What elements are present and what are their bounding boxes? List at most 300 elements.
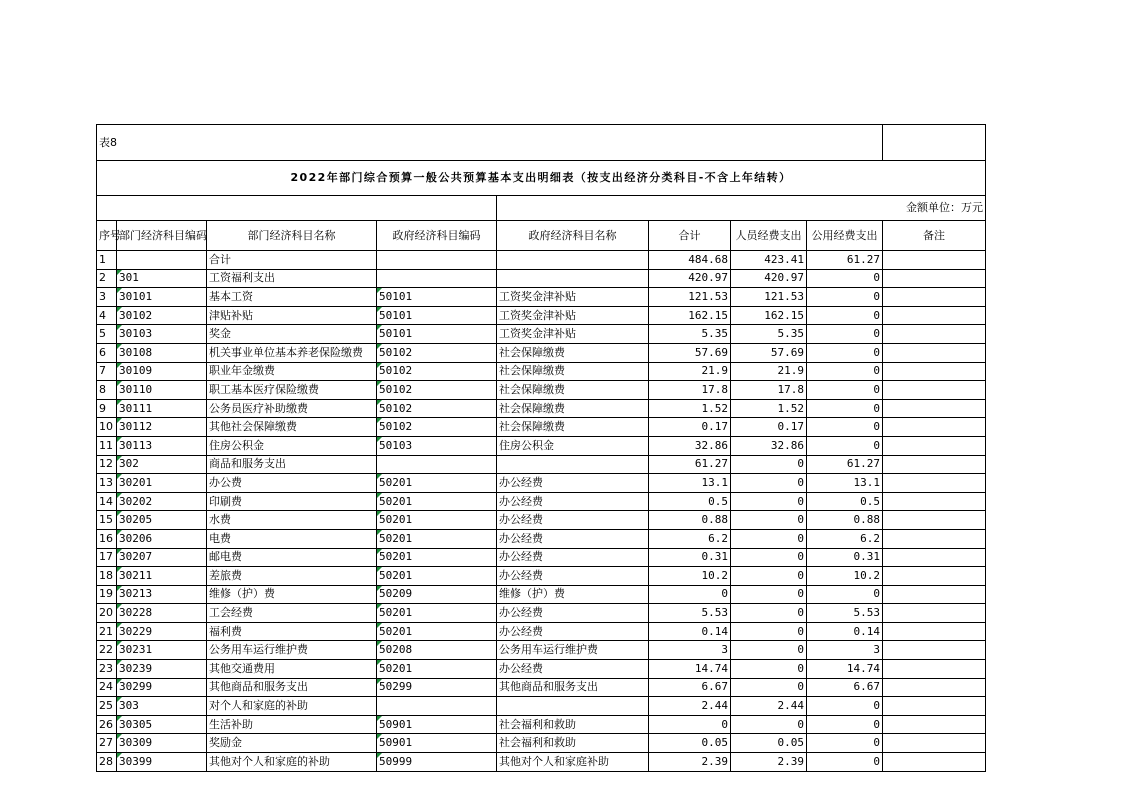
cell-note: [883, 436, 986, 455]
cell-dept-name: 商品和服务支出: [207, 455, 377, 474]
cell-dept-name: 印刷费: [207, 492, 377, 511]
cell-personnel: 57.69: [731, 343, 807, 362]
cell-gov-name: 办公经费: [497, 660, 649, 679]
table-row: [97, 306, 986, 325]
cell-public: 10.2: [807, 567, 883, 586]
table-row: [97, 436, 986, 455]
cell-gov-name: 社会福利和救助: [497, 734, 649, 753]
cell-seq: 4: [97, 306, 117, 325]
cell-note: [883, 362, 986, 381]
cell-personnel: 0: [731, 641, 807, 660]
cell-personnel: 2.39: [731, 753, 807, 772]
cell-gov-code: 50201: [377, 474, 497, 493]
cell-dept-name: 生活补助: [207, 715, 377, 734]
cell-personnel: 0: [731, 678, 807, 697]
cell-note: [883, 734, 986, 753]
cell-dept-name: 职业年金缴费: [207, 362, 377, 381]
cell-public: 0: [807, 715, 883, 734]
cell-dept-code: 30229: [117, 622, 207, 641]
cell-dept-code: 303: [117, 697, 207, 716]
cell-gov-code: 50201: [377, 660, 497, 679]
cell-seq: 14: [97, 492, 117, 511]
table-row: [97, 660, 986, 679]
cell-gov-name: 办公经费: [497, 511, 649, 530]
cell-total: 2.44: [649, 697, 731, 716]
cell-public: 0: [807, 734, 883, 753]
amount-unit: 金额单位：万元: [497, 196, 986, 221]
cell-gov-name: 办公经费: [497, 604, 649, 623]
cell-gov-name: 社会保障缴费: [497, 399, 649, 418]
cell-dept-code: 30231: [117, 641, 207, 660]
cell-gov-code: [377, 269, 497, 288]
cell-seq: 2: [97, 269, 117, 288]
cell-gov-name: 工资奖金津补贴: [497, 288, 649, 307]
table-row: [97, 343, 986, 362]
cell-seq: 25: [97, 697, 117, 716]
cell-gov-code: 50208: [377, 641, 497, 660]
cell-dept-name: 工资福利支出: [207, 269, 377, 288]
cell-note: [883, 474, 986, 493]
cell-note: [883, 492, 986, 511]
cell-dept-code: 30103: [117, 325, 207, 344]
cell-gov-code: 50201: [377, 567, 497, 586]
cell-dept-code: 30110: [117, 381, 207, 400]
cell-personnel: 420.97: [731, 269, 807, 288]
cell-public: 0: [807, 343, 883, 362]
header-gov-name: 政府经济科目名称: [497, 221, 649, 251]
cell-total: 420.97: [649, 269, 731, 288]
cell-personnel: 0: [731, 715, 807, 734]
cell-total: 61.27: [649, 455, 731, 474]
table-row: [97, 288, 986, 307]
cell-note: [883, 567, 986, 586]
cell-public: 0: [807, 381, 883, 400]
cell-note: [883, 288, 986, 307]
cell-dept-name: 奖金: [207, 325, 377, 344]
cell-personnel: 0.17: [731, 418, 807, 437]
cell-gov-name: 社会保障缴费: [497, 343, 649, 362]
page-title: 2022年部门综合预算一般公共预算基本支出明细表（按支出经济分类科目-不含上年结转）: [97, 161, 986, 196]
cell-gov-name: 社会保障缴费: [497, 381, 649, 400]
cell-note: [883, 585, 986, 604]
cell-gov-name: 社会保障缴费: [497, 418, 649, 437]
cell-dept-code: 30299: [117, 678, 207, 697]
cell-dept-name: 福利费: [207, 622, 377, 641]
table-number: 表8: [97, 125, 883, 161]
cell-gov-name: [497, 251, 649, 270]
cell-gov-code: 50102: [377, 362, 497, 381]
cell-dept-name: 奖励金: [207, 734, 377, 753]
cell-total: 0: [649, 585, 731, 604]
cell-dept-name: 其他社会保障缴费: [207, 418, 377, 437]
cell-dept-name: 邮电费: [207, 548, 377, 567]
cell-gov-code: 50201: [377, 622, 497, 641]
cell-dept-name: 其他对个人和家庭的补助: [207, 753, 377, 772]
cell-dept-code: 302: [117, 455, 207, 474]
cell-seq: 1: [97, 251, 117, 270]
cell-total: 0: [649, 715, 731, 734]
table-row: [97, 734, 986, 753]
cell-gov-name: [497, 697, 649, 716]
cell-total: 0.88: [649, 511, 731, 530]
cell-note: [883, 548, 986, 567]
cell-note: [883, 604, 986, 623]
cell-gov-name: 工资奖金津补贴: [497, 325, 649, 344]
cell-public: 6.67: [807, 678, 883, 697]
cell-public: 0.88: [807, 511, 883, 530]
cell-personnel: 0: [731, 548, 807, 567]
cell-seq: 23: [97, 660, 117, 679]
cell-public: 61.27: [807, 251, 883, 270]
cell-public: 0: [807, 306, 883, 325]
cell-dept-name: 电费: [207, 529, 377, 548]
cell-note: [883, 511, 986, 530]
cell-gov-name: 社会福利和救助: [497, 715, 649, 734]
cell-dept-name: 对个人和家庭的补助: [207, 697, 377, 716]
cell-note: [883, 641, 986, 660]
cell-seq: 28: [97, 753, 117, 772]
cell-total: 5.35: [649, 325, 731, 344]
cell-personnel: 0: [731, 585, 807, 604]
cell-gov-code: 50201: [377, 511, 497, 530]
cell-note: [883, 753, 986, 772]
table-number-row: [97, 125, 986, 161]
header-dept-name: 部门经济科目名称: [207, 221, 377, 251]
cell-dept-code: 30305: [117, 715, 207, 734]
cell-total: 21.9: [649, 362, 731, 381]
table-row: [97, 325, 986, 344]
cell-gov-code: 50201: [377, 492, 497, 511]
cell-public: 3: [807, 641, 883, 660]
cell-note: [883, 697, 986, 716]
cell-dept-name: 办公费: [207, 474, 377, 493]
cell-public: 0: [807, 436, 883, 455]
cell-personnel: 17.8: [731, 381, 807, 400]
cell-dept-code: 30399: [117, 753, 207, 772]
cell-personnel: 423.41: [731, 251, 807, 270]
cell-total: 0.05: [649, 734, 731, 753]
table-row: [97, 511, 986, 530]
cell-total: 0.5: [649, 492, 731, 511]
cell-seq: 27: [97, 734, 117, 753]
cell-gov-code: [377, 455, 497, 474]
table-row: [97, 269, 986, 288]
cell-seq: 9: [97, 399, 117, 418]
cell-dept-code: 30239: [117, 660, 207, 679]
header-public: 公用经费支出: [807, 221, 883, 251]
table-row: [97, 455, 986, 474]
cell-gov-code: 50209: [377, 585, 497, 604]
cell-personnel: 0: [731, 474, 807, 493]
cell-gov-code: 50201: [377, 604, 497, 623]
header-note: 备注: [883, 221, 986, 251]
cell-personnel: 2.44: [731, 697, 807, 716]
cell-gov-code: 50101: [377, 325, 497, 344]
cell-gov-code: 50102: [377, 418, 497, 437]
table-row: [97, 622, 986, 641]
cell-gov-name: 其他商品和服务支出: [497, 678, 649, 697]
cell-gov-name: 住房公积金: [497, 436, 649, 455]
cell-dept-code: 30111: [117, 399, 207, 418]
cell-dept-code: 30112: [117, 418, 207, 437]
cell-personnel: 0: [731, 567, 807, 586]
cell-gov-name: 办公经费: [497, 529, 649, 548]
cell-dept-name: 公务员医疗补助缴费: [207, 399, 377, 418]
table-row: [97, 529, 986, 548]
cell-seq: 24: [97, 678, 117, 697]
cell-total: 17.8: [649, 381, 731, 400]
cell-public: 61.27: [807, 455, 883, 474]
cell-note: [883, 325, 986, 344]
cell-dept-code: 30102: [117, 306, 207, 325]
cell-personnel: 162.15: [731, 306, 807, 325]
cell-total: 121.53: [649, 288, 731, 307]
cell-seq: 16: [97, 529, 117, 548]
cell-gov-code: 50102: [377, 399, 497, 418]
cell-dept-code: 30205: [117, 511, 207, 530]
cell-public: 0: [807, 418, 883, 437]
header-total: 合计: [649, 221, 731, 251]
table-row: [97, 697, 986, 716]
cell-gov-name: 其他对个人和家庭补助: [497, 753, 649, 772]
table-row: [97, 567, 986, 586]
cell-seq: 20: [97, 604, 117, 623]
table-row: [97, 585, 986, 604]
cell-dept-code: 30113: [117, 436, 207, 455]
cell-seq: 8: [97, 381, 117, 400]
cell-seq: 11: [97, 436, 117, 455]
cell-total: 484.68: [649, 251, 731, 270]
table-row: [97, 381, 986, 400]
cell-seq: 15: [97, 511, 117, 530]
table-row: [97, 715, 986, 734]
table-row: [97, 418, 986, 437]
cell-dept-code: 30207: [117, 548, 207, 567]
cell-public: 14.74: [807, 660, 883, 679]
cell-dept-name: 津贴补贴: [207, 306, 377, 325]
cell-note: [883, 529, 986, 548]
cell-personnel: 21.9: [731, 362, 807, 381]
cell-total: 5.53: [649, 604, 731, 623]
cell-note: [883, 622, 986, 641]
cell-total: 1.52: [649, 399, 731, 418]
cell-seq: 21: [97, 622, 117, 641]
cell-dept-code: 30202: [117, 492, 207, 511]
cell-total: 14.74: [649, 660, 731, 679]
cell-total: 3: [649, 641, 731, 660]
cell-public: 0: [807, 585, 883, 604]
cell-dept-name: 住房公积金: [207, 436, 377, 455]
cell-gov-name: 维修（护）费: [497, 585, 649, 604]
cell-personnel: 0: [731, 455, 807, 474]
cell-gov-code: 50999: [377, 753, 497, 772]
cell-note: [883, 678, 986, 697]
table-row: [97, 641, 986, 660]
cell-personnel: 121.53: [731, 288, 807, 307]
cell-public: 0: [807, 399, 883, 418]
cell-dept-code: 30206: [117, 529, 207, 548]
cell-personnel: 0: [731, 660, 807, 679]
cell-seq: 22: [97, 641, 117, 660]
cell-personnel: 0: [731, 604, 807, 623]
cell-dept-name: 职工基本医疗保险缴费: [207, 381, 377, 400]
table-row: [97, 604, 986, 623]
cell-total: 2.39: [649, 753, 731, 772]
cell-dept-name: 公务用车运行维护费: [207, 641, 377, 660]
cell-note: [883, 269, 986, 288]
cell-note: [883, 399, 986, 418]
cell-dept-code: 301: [117, 269, 207, 288]
table-row: [97, 678, 986, 697]
cell-dept-name: 基本工资: [207, 288, 377, 307]
cell-gov-code: 50101: [377, 306, 497, 325]
cell-note: [883, 343, 986, 362]
budget-sheet: [96, 124, 985, 772]
cell-total: 57.69: [649, 343, 731, 362]
cell-gov-name: [497, 455, 649, 474]
cell-gov-name: 工资奖金津补贴: [497, 306, 649, 325]
empty-cell: [883, 125, 986, 161]
cell-gov-name: 办公经费: [497, 474, 649, 493]
cell-gov-code: 50201: [377, 548, 497, 567]
cell-seq: 19: [97, 585, 117, 604]
cell-dept-code: 30309: [117, 734, 207, 753]
cell-gov-code: 50901: [377, 715, 497, 734]
cell-seq: 3: [97, 288, 117, 307]
cell-public: 0: [807, 325, 883, 344]
cell-seq: 7: [97, 362, 117, 381]
cell-public: 0: [807, 362, 883, 381]
table-row: [97, 251, 986, 270]
cell-note: [883, 381, 986, 400]
cell-dept-name: 维修（护）费: [207, 585, 377, 604]
cell-total: 0.31: [649, 548, 731, 567]
cell-gov-code: 50102: [377, 381, 497, 400]
cell-total: 0.14: [649, 622, 731, 641]
table-body: [97, 251, 986, 772]
header-personnel: 人员经费支出: [731, 221, 807, 251]
cell-note: [883, 660, 986, 679]
cell-public: 0.5: [807, 492, 883, 511]
cell-gov-name: 社会保障缴费: [497, 362, 649, 381]
cell-seq: 12: [97, 455, 117, 474]
header-row: [97, 221, 986, 251]
cell-total: 13.1: [649, 474, 731, 493]
cell-dept-code: [117, 251, 207, 270]
cell-note: [883, 306, 986, 325]
cell-gov-name: 公务用车运行维护费: [497, 641, 649, 660]
cell-public: 0: [807, 288, 883, 307]
cell-note: [883, 251, 986, 270]
cell-dept-name: 水费: [207, 511, 377, 530]
cell-personnel: 1.52: [731, 399, 807, 418]
table-row: [97, 548, 986, 567]
cell-note: [883, 455, 986, 474]
cell-note: [883, 715, 986, 734]
cell-total: 162.15: [649, 306, 731, 325]
cell-public: 0: [807, 269, 883, 288]
cell-total: 6.2: [649, 529, 731, 548]
cell-dept-name: 其他商品和服务支出: [207, 678, 377, 697]
cell-dept-code: 30201: [117, 474, 207, 493]
cell-seq: 17: [97, 548, 117, 567]
table-row: [97, 399, 986, 418]
cell-public: 0.31: [807, 548, 883, 567]
cell-seq: 26: [97, 715, 117, 734]
cell-seq: 6: [97, 343, 117, 362]
cell-seq: 18: [97, 567, 117, 586]
header-dept-code: 部门经济科目编码: [117, 221, 207, 251]
table-row: [97, 474, 986, 493]
cell-gov-code: 50299: [377, 678, 497, 697]
cell-dept-name: 差旅费: [207, 567, 377, 586]
cell-seq: 10: [97, 418, 117, 437]
cell-dept-code: 30101: [117, 288, 207, 307]
cell-seq: 13: [97, 474, 117, 493]
cell-gov-code: 50901: [377, 734, 497, 753]
cell-dept-code: 30211: [117, 567, 207, 586]
table-row: [97, 362, 986, 381]
cell-total: 0.17: [649, 418, 731, 437]
cell-dept-code: 30108: [117, 343, 207, 362]
cell-public: 5.53: [807, 604, 883, 623]
cell-total: 32.86: [649, 436, 731, 455]
cell-gov-code: [377, 251, 497, 270]
cell-personnel: 5.35: [731, 325, 807, 344]
header-gov-code: 政府经济科目编码: [377, 221, 497, 251]
cell-gov-code: 50102: [377, 343, 497, 362]
cell-gov-code: 50103: [377, 436, 497, 455]
cell-dept-name: 机关事业单位基本养老保险缴费: [207, 343, 377, 362]
cell-gov-code: 50201: [377, 529, 497, 548]
cell-public: 0.14: [807, 622, 883, 641]
cell-gov-name: [497, 269, 649, 288]
cell-personnel: 0: [731, 529, 807, 548]
cell-gov-code: [377, 697, 497, 716]
cell-gov-name: 办公经费: [497, 567, 649, 586]
table-row: [97, 492, 986, 511]
cell-dept-name: 工会经费: [207, 604, 377, 623]
cell-public: 0: [807, 753, 883, 772]
cell-gov-name: 办公经费: [497, 548, 649, 567]
cell-dept-code: 30228: [117, 604, 207, 623]
empty-cell: [97, 196, 497, 221]
cell-personnel: 0.05: [731, 734, 807, 753]
cell-public: 0: [807, 697, 883, 716]
cell-gov-name: 办公经费: [497, 492, 649, 511]
budget-table: [96, 124, 986, 772]
cell-gov-name: 办公经费: [497, 622, 649, 641]
cell-personnel: 0: [731, 511, 807, 530]
table-row: [97, 753, 986, 772]
cell-total: 10.2: [649, 567, 731, 586]
cell-personnel: 0: [731, 622, 807, 641]
cell-public: 13.1: [807, 474, 883, 493]
cell-note: [883, 418, 986, 437]
unit-row: [97, 196, 986, 221]
cell-personnel: 32.86: [731, 436, 807, 455]
header-seq: 序号: [97, 221, 117, 251]
title-row: [97, 161, 986, 196]
cell-total: 6.67: [649, 678, 731, 697]
cell-public: 6.2: [807, 529, 883, 548]
cell-dept-name: 合计: [207, 251, 377, 270]
cell-gov-code: 50101: [377, 288, 497, 307]
cell-personnel: 0: [731, 492, 807, 511]
cell-seq: 5: [97, 325, 117, 344]
cell-dept-code: 30109: [117, 362, 207, 381]
cell-dept-name: 其他交通费用: [207, 660, 377, 679]
